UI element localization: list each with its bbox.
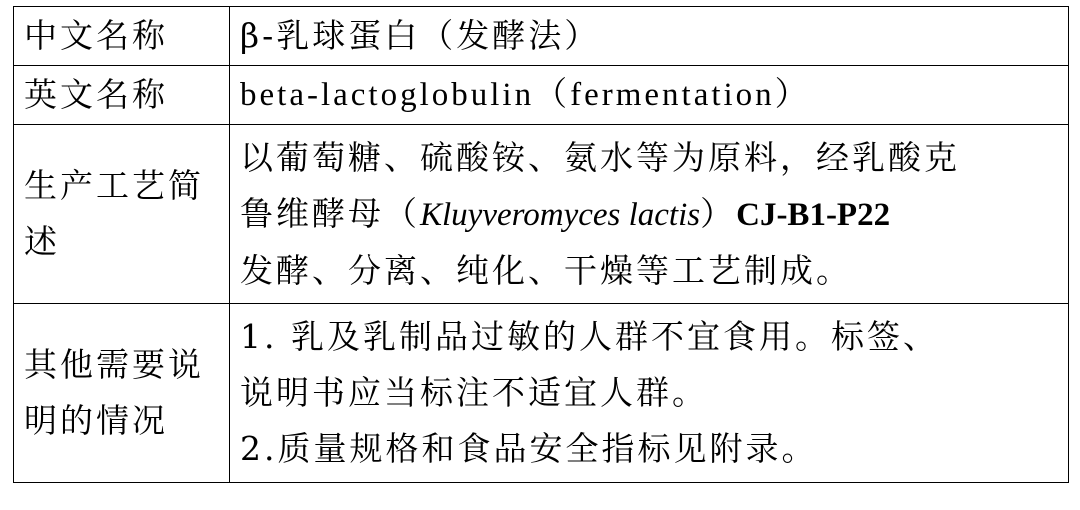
table-row-process <box>14 125 1069 304</box>
label-process-line-2: 述 <box>24 222 60 261</box>
process-line-3: 发酵、分离、纯化、干燥等工艺制成。 <box>240 250 852 290</box>
value-chinese-name: β-乳球蛋白（发酵法） <box>230 7 1069 66</box>
strain-code: CJ-B1-P22 <box>736 196 891 233</box>
table-row-english-name <box>14 66 1069 125</box>
process-line-2 <box>240 186 1062 243</box>
value-process <box>230 125 1069 304</box>
table-row-notes <box>14 304 1069 483</box>
process-line-2-suffix: ） <box>700 193 737 233</box>
label-english-name: 英文名称 <box>14 66 230 125</box>
species-name: Kluyveromyces lactis <box>420 196 701 233</box>
label-chinese-name: 中文名称 <box>14 7 230 66</box>
label-notes <box>14 304 230 483</box>
product-info-table <box>13 6 1069 483</box>
notes-line-2: 说明书应当标注不适宜人群。 <box>240 373 708 412</box>
value-english-name: beta-lactoglobulin（fermentation） <box>230 66 1069 125</box>
label-notes-line-1: 其他需要说 <box>24 345 204 384</box>
table-row-chinese-name <box>14 7 1069 66</box>
notes-line-1: 1. 乳及乳制品过敏的人群不宜食用。标签、 <box>240 317 939 356</box>
label-notes-line-2: 明的情况 <box>24 401 168 440</box>
label-process-line-1: 生产工艺简 <box>24 166 204 205</box>
process-line-1: 以葡萄糖、硫酸铵、氨水等为原料，经乳酸克 <box>240 137 960 177</box>
value-notes <box>230 304 1069 483</box>
process-line-2-prefix: 鲁维酵母（ <box>240 193 420 233</box>
label-process <box>14 125 230 304</box>
notes-line-3: 2.质量规格和食品安全指标见附录。 <box>240 429 818 468</box>
